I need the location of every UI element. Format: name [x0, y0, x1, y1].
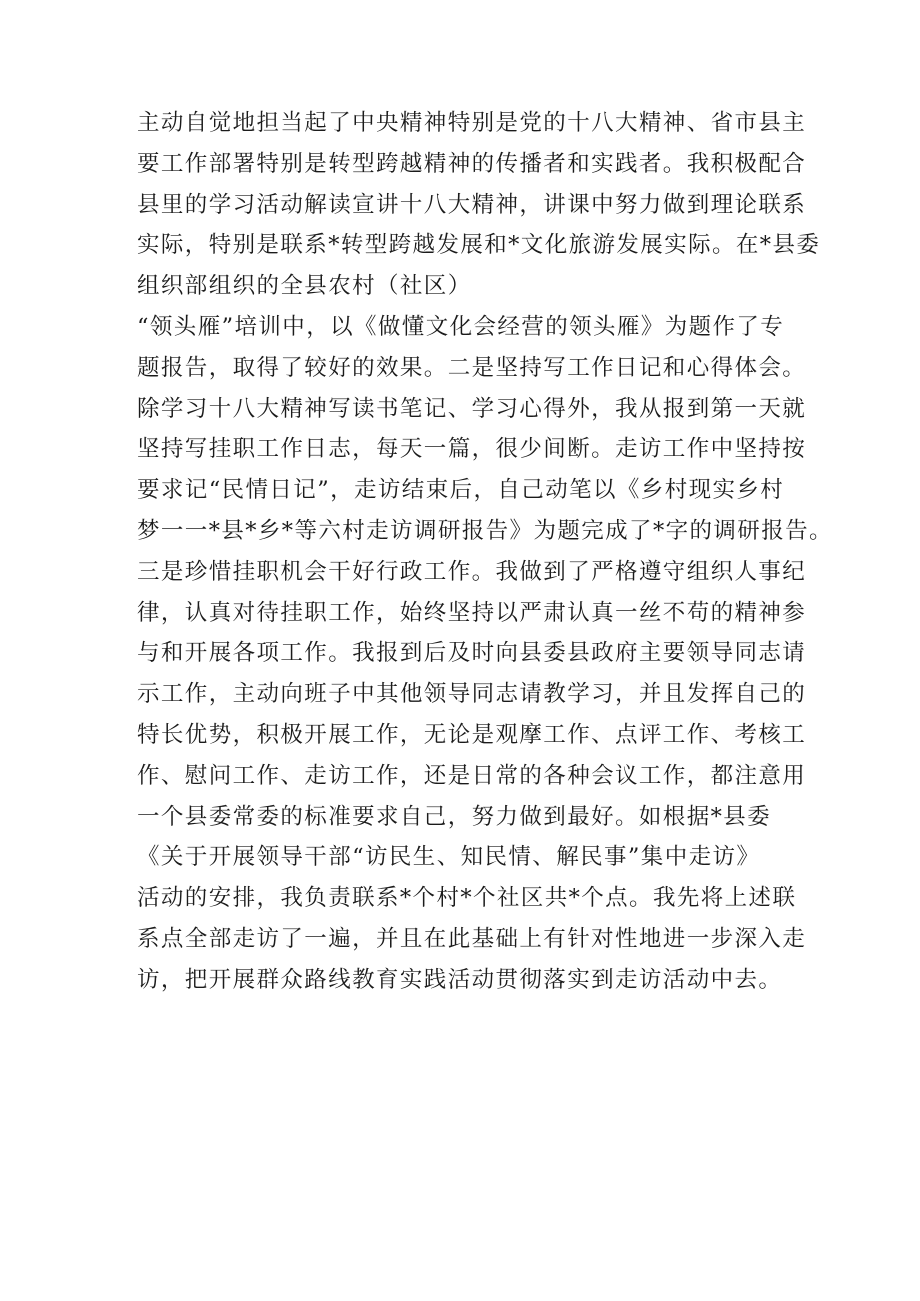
text-line: 主动自觉地担当起了中央精神特别是党的十八大精神、省市县主 [137, 110, 807, 136]
text-line: 《关于开展领导干部“访民生、知民情、解民事”集中走访》 [137, 844, 761, 871]
text-line: 与和开展各项工作。我报到后及时向县委县政府主要领导同志请 [137, 640, 807, 667]
text-line: 除学习十八大精神写读书笔记、学习心得外，我从报到第一天就 [137, 395, 807, 422]
text-line: 实际，特别是联系*转型跨越发展和*文化旅游发展实际。在*县委 [137, 232, 821, 259]
text-line: 梦一一*县*乡*等六村走访调研报告》为题完成了*字的调研报告。 [137, 517, 833, 544]
text-line: 访，把开展群众路线教育实践活动贯彻落实到走访活动中去。 [137, 966, 783, 993]
text-line: 要求记“民情日记”，走访结束后，自己动笔以《乡村现实乡村 [137, 477, 785, 504]
text-line: 三是珍惜挂职机会干好行政工作。我做到了严格遵守组织人事纪 [137, 558, 807, 585]
text-line: 活动的安排，我负责联系*个村*个社区共*个点。我先将上述联 [137, 885, 797, 912]
text-line: 题报告，取得了较好的效果。二是坚持写工作日记和心得体会。 [137, 354, 807, 381]
text-line: 特长优势，积极开展工作，无论是观摩工作、点评工作、考核工 [137, 721, 807, 748]
text-line: “领头雁”培训中，以《做懂文化会经营的领头雁》为题作了专 [137, 313, 785, 340]
text-line: 县里的学习活动解读宣讲十八大精神，讲课中努力做到理论联系 [137, 191, 807, 218]
text-line: 律，认真对待挂职工作，始终坚持以严肃认真一丝不苟的精神参 [137, 599, 807, 626]
text-line: 作、慰问工作、走访工作，还是日常的各种会议工作，都注意用 [137, 762, 807, 789]
text-line: 坚持写挂职工作日志，每天一篇，很少间断。走访工作中坚持按 [137, 436, 807, 463]
text-line: 示工作，主动向班子中其他领导同志请教学习，并且发挥自己的 [137, 681, 807, 708]
text-line: 系点全部走访了一遍，并且在此基础上有针对性地进一步深入走 [137, 925, 807, 952]
text-line: 一个县委常委的标准要求自己，努力做到最好。如根据*县委 [137, 803, 772, 830]
body-text [137, 103, 833, 1001]
text-line: 要工作部署特别是转型跨越精神的传播者和实践者。我积极配合 [137, 150, 807, 177]
text-line: 组织部组织的全县农村（社区） [137, 273, 472, 300]
